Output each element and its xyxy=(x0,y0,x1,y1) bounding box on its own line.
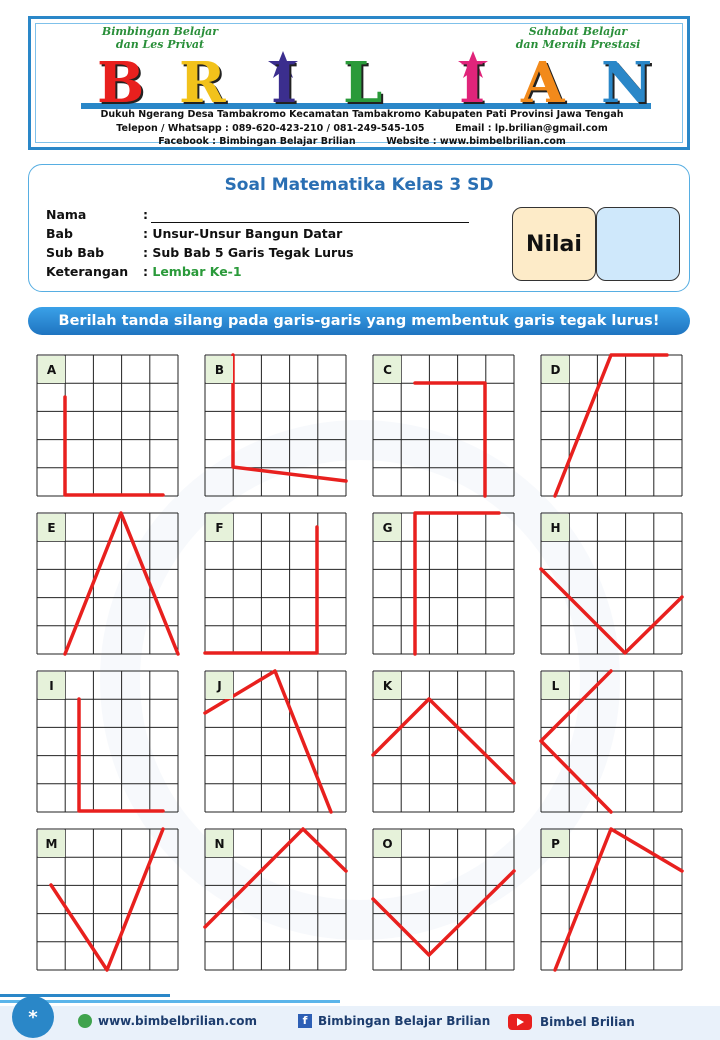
grid-label-c: C xyxy=(374,356,401,383)
footer-website[interactable] xyxy=(78,1014,257,1028)
page-title: Soal Matematika Kelas 3 SD xyxy=(224,175,494,195)
name-input-line[interactable] xyxy=(151,222,469,223)
grid-label-e: E xyxy=(38,514,65,541)
red-line-d xyxy=(555,355,667,496)
red-line-p xyxy=(555,829,682,970)
tagline-left-line1: Bimbingan Belajar xyxy=(101,25,219,38)
instruction-bar: Berilah tanda silang pada garis-garis yang membentuk garis tegak lurus! xyxy=(28,307,690,335)
phone-text: Telepon / Whatsapp : 089-620-423-210 / 081-249-545-105 xyxy=(116,123,425,134)
grid-o[interactable] xyxy=(373,829,514,970)
grid-label-a: A xyxy=(38,356,65,383)
footer-facebook[interactable] xyxy=(298,1014,490,1028)
footer-website-text: www.bimbelbrilian.com xyxy=(98,1014,258,1028)
logo-letter-i2: I xyxy=(459,50,486,116)
globe-icon xyxy=(78,1014,92,1028)
grid-label-m: M xyxy=(38,830,65,857)
value-keterangan xyxy=(143,264,242,279)
footer xyxy=(0,992,720,1040)
grid-k[interactable] xyxy=(373,671,514,812)
grid-label-g: G xyxy=(374,514,401,541)
youtube-icon xyxy=(508,1014,532,1030)
grid-c[interactable] xyxy=(373,355,514,496)
social-line xyxy=(31,136,693,147)
tagline-left xyxy=(75,25,245,51)
logo-letter-l: L xyxy=(343,50,383,116)
value-nama-colon: : xyxy=(143,207,148,222)
grid-label-d: D xyxy=(542,356,569,383)
tagline-right-line1: Sahabat Belajar xyxy=(528,25,628,38)
keterangan-highlight: Lembar Ke-1 xyxy=(152,264,242,279)
email-text: Email : lp.brilian@gmail.com xyxy=(455,123,608,134)
grid-label-k: K xyxy=(374,672,401,699)
logo-letter-r: R xyxy=(179,50,226,116)
logo-letter-b: B xyxy=(97,50,145,116)
grid-label-i: I xyxy=(38,672,65,699)
tagline-right-line2: dan Meraih Prestasi xyxy=(515,38,641,51)
value-sub-bab: : Sub Bab 5 Garis Tegak Lurus xyxy=(143,245,354,260)
grid-label-b: B xyxy=(206,356,233,383)
website-text: Website : www.bimbelbrilian.com xyxy=(386,136,566,147)
grid-h[interactable] xyxy=(541,513,682,654)
grid-label-h: H xyxy=(542,514,569,541)
grid-label-f: F xyxy=(206,514,233,541)
grid-label-l: L xyxy=(542,672,569,699)
logo-letter-n: N xyxy=(601,50,653,116)
grid-label-p: P xyxy=(542,830,569,857)
grid-a[interactable] xyxy=(37,355,178,496)
keterangan-colon: : xyxy=(143,264,153,279)
label-nama: Nama xyxy=(46,207,87,222)
grid-label-n: N xyxy=(206,830,233,857)
grid-b[interactable] xyxy=(205,355,346,496)
grid-label-j: J xyxy=(206,672,233,699)
score-label: Nilai xyxy=(512,207,596,281)
facebook-icon: f xyxy=(298,1014,312,1028)
grid-j[interactable] xyxy=(205,671,346,812)
grid-p[interactable] xyxy=(541,829,682,970)
grid-g[interactable] xyxy=(373,513,514,654)
footer-youtube-text: Bimbel Brilian xyxy=(540,1015,635,1029)
grid-e[interactable] xyxy=(37,513,178,654)
grid-l[interactable] xyxy=(541,671,682,812)
label-bab: Bab xyxy=(46,226,73,241)
red-line-g xyxy=(415,513,499,654)
grid-label-o: O xyxy=(374,830,401,857)
grid-i[interactable] xyxy=(37,671,178,812)
info-box xyxy=(28,164,690,292)
facebook-text: Facebook : Bimbingan Belajar Brilian xyxy=(158,136,356,147)
footer-youtube[interactable] xyxy=(508,1014,635,1030)
value-bab: : Unsur-Unsur Bangun Datar xyxy=(143,226,343,241)
grid-d[interactable] xyxy=(541,355,682,496)
contact-line xyxy=(31,123,693,134)
footer-badge: * xyxy=(12,996,54,1038)
tagline-right xyxy=(493,25,663,51)
footer-facebook-text: Bimbingan Belajar Brilian xyxy=(318,1014,491,1028)
grid-f[interactable] xyxy=(205,513,346,654)
address-text: Dukuh Ngerang Desa Tambakromo Kecamatan Tambakromo Kabupaten Pati Provinsi Jawa Tengah xyxy=(100,109,624,120)
score-box[interactable] xyxy=(596,207,680,281)
grid-m[interactable] xyxy=(37,829,178,970)
label-sub-bab: Sub Bab xyxy=(46,245,105,260)
red-line-m xyxy=(51,829,163,970)
red-line-o xyxy=(373,871,514,955)
red-line-i xyxy=(79,699,163,811)
logo-letter-i: I xyxy=(271,50,298,116)
tagline-left-line2: dan Les Privat xyxy=(115,38,205,51)
header-banner xyxy=(28,16,690,150)
red-line-k xyxy=(373,699,514,783)
label-keterangan: Keterangan xyxy=(46,264,129,279)
red-line-h xyxy=(541,569,682,653)
grid-n[interactable] xyxy=(205,829,346,970)
logo-letter-a: A xyxy=(521,50,565,116)
